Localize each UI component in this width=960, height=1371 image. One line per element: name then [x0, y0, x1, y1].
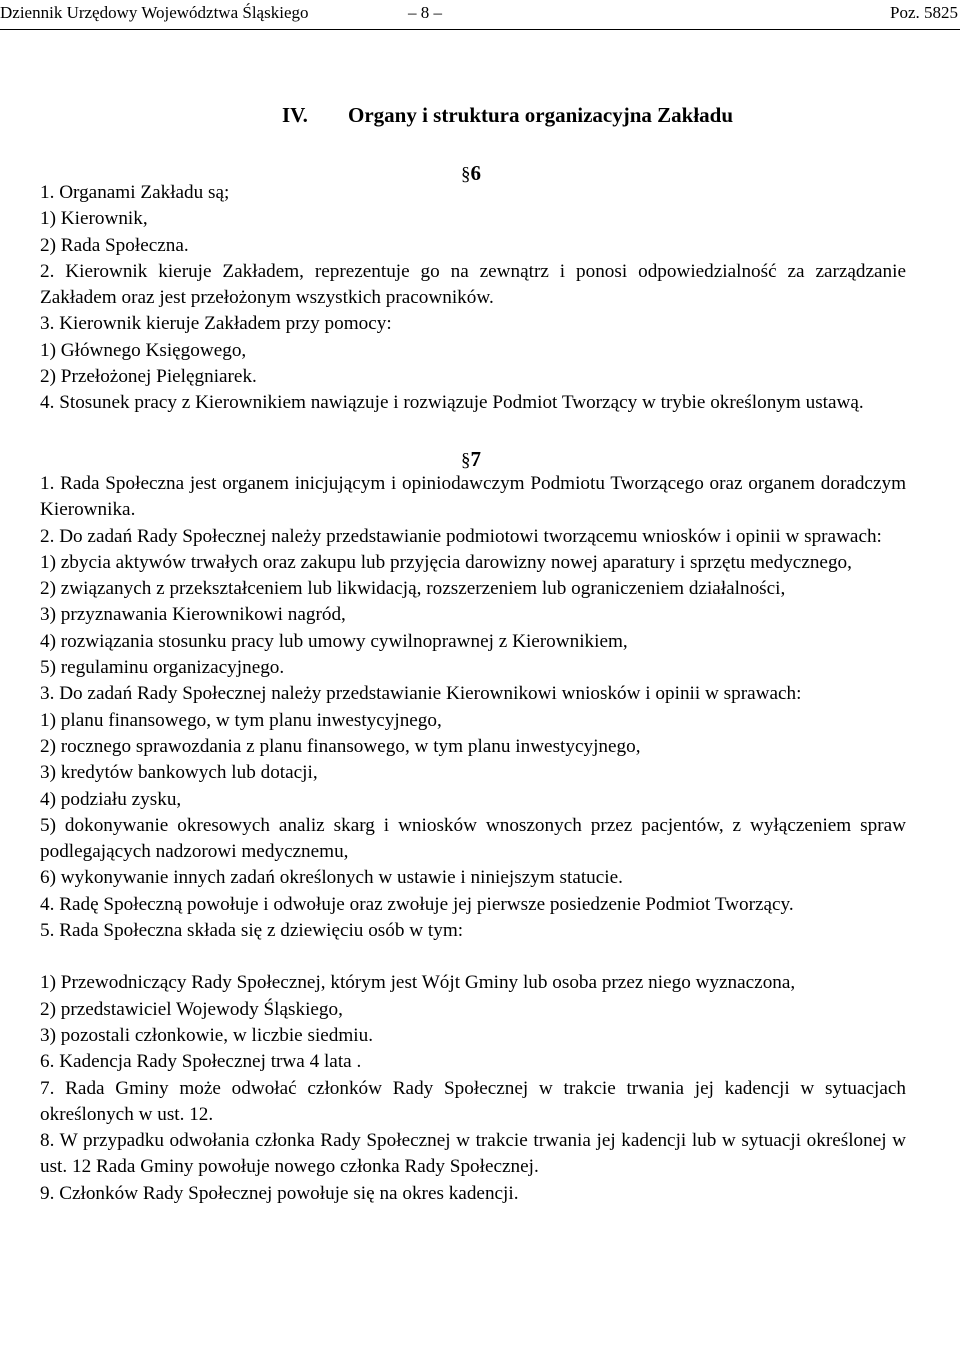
list-item: 5) dokonywanie okresowych analiz skarg i wniosków wnoszonych przez pacjentów, z wyłączeniem spraw podlegających nadzorowi medycznemu,	[40, 814, 906, 863]
list-item: 3) przyznawania Kierownikowi nagród,	[40, 604, 346, 626]
list-item: 4) rozwiązania stosunku pracy lub umowy cywilnoprawnej z Kierownikiem,	[40, 630, 628, 652]
section-7-body	[40, 471, 906, 1207]
list-item: 1) planu finansowego, w tym planu inwestycyjnego,	[40, 709, 442, 731]
section-7-heading	[461, 446, 481, 474]
paragraph: 9. Członków Rady Społecznej powołuje się na okres kadencji.	[40, 1182, 519, 1204]
position-number: Poz. 5825	[890, 3, 958, 22]
list-item: 3) kredytów bankowych lub dotacji,	[40, 762, 318, 784]
list-item: 3) pozostali członkowie, w liczbie siedmiu.	[40, 1024, 374, 1046]
chapter-heading	[282, 101, 733, 129]
section-6-body	[40, 180, 906, 417]
list-item: 2) rocznego sprawozdania z planu finansowego, w tym planu inwestycyjnego,	[40, 735, 641, 757]
paragraph: 5. Rada Społeczna składa się z dziewięciu osób w tym:	[40, 920, 464, 942]
section-sign: §	[461, 164, 471, 185]
list-item: 1) Kierownik,	[40, 208, 148, 230]
paragraph: 2. Do zadań Rady Społecznej należy przedstawianie podmiotowi tworzącemu wniosków i opinii w sprawach:	[40, 525, 882, 547]
list-item: 5) regulaminu organizacyjnego.	[40, 657, 285, 679]
paragraph: 6. Kadencja Rady Społecznej trwa 4 lata .	[40, 1051, 362, 1073]
journal-title: Dziennik Urzędowy Województwa Śląskiego	[0, 3, 309, 22]
list-item: 4) podziału zysku,	[40, 788, 182, 810]
paragraph: 8. W przypadku odwołania członka Rady Społecznej w trakcie trwania jej kadencji lub w sytuacji określonej w ust. 12 Rada Gminy powołuje nowego członka Rady Społecznej.	[40, 1130, 906, 1178]
paragraph: 2. Kierownik kieruje Zakładem, reprezentuje go na zewnątrz i ponosi odpowiedzialność za zarządzanie Zakładem oraz jest przełożonym wszystkich pracowników.	[40, 260, 906, 309]
paragraph: 4. Radę Społeczną powołuje i odwołuje oraz zwołuje jej pierwsze posiedzenie Podmiot Tworzący.	[40, 893, 794, 915]
paragraph: 1. Organami Zakładu są;	[40, 182, 230, 203]
section-number: 6	[470, 161, 481, 185]
list-item: 2) Przełożonej Pielęgniarek.	[40, 366, 257, 388]
paragraph: 4. Stosunek pracy z Kierownikiem nawiązuje i rozwiązuje Podmiot Tworzący w trybie określonym ustawą.	[40, 392, 864, 414]
page-number: – 8 –	[408, 3, 442, 22]
list-item: 6) wykonywanie innych zadań określonych w ustawie i niniejszym statucie.	[40, 867, 623, 889]
list-item: 1) zbycia aktywów trwałych oraz zakupu lub przyjęcia darowizny nowej aparatury i sprzętu medycznego,	[40, 551, 852, 573]
paragraph: 3. Kierownik kieruje Zakładem przy pomocy:	[40, 313, 392, 335]
chapter-title: Organy i struktura organizacyjna Zakładu	[348, 103, 734, 127]
section-sign: §	[461, 450, 471, 471]
list-item: 2) związanych z przekształceniem lub likwidacją, rozszerzeniem lub ograniczeniem działalności,	[40, 578, 786, 600]
list-item: 2) Rada Społeczna.	[40, 234, 189, 256]
paragraph: 7. Rada Gminy może odwołać członków Rady Społecznej w trakcie trwania jej kadencji w sytuacjach określonych w ust. 12.	[40, 1077, 906, 1125]
list-item: 1) Przewodniczący Rady Społecznej, którym jest Wójt Gminy lub osoba przez niego wyznaczona,	[40, 972, 796, 994]
paragraph: 3. Do zadań Rady Społecznej należy przedstawianie Kierownikowi wniosków i opinii w sprawach:	[40, 683, 802, 705]
header-rule	[0, 29, 960, 30]
page-header	[0, 2, 960, 24]
section-number: 7	[470, 447, 481, 471]
chapter-number: IV.	[282, 103, 308, 127]
list-item: 2) przedstawiciel Wojewody Śląskiego,	[40, 998, 343, 1020]
list-item: 1) Głównego Księgowego,	[40, 339, 247, 361]
paragraph: 1. Rada Społeczna jest organem inicjującym i opiniodawczym Podmiotu Tworzącego oraz organem doradczym Kierownika.	[40, 473, 906, 521]
